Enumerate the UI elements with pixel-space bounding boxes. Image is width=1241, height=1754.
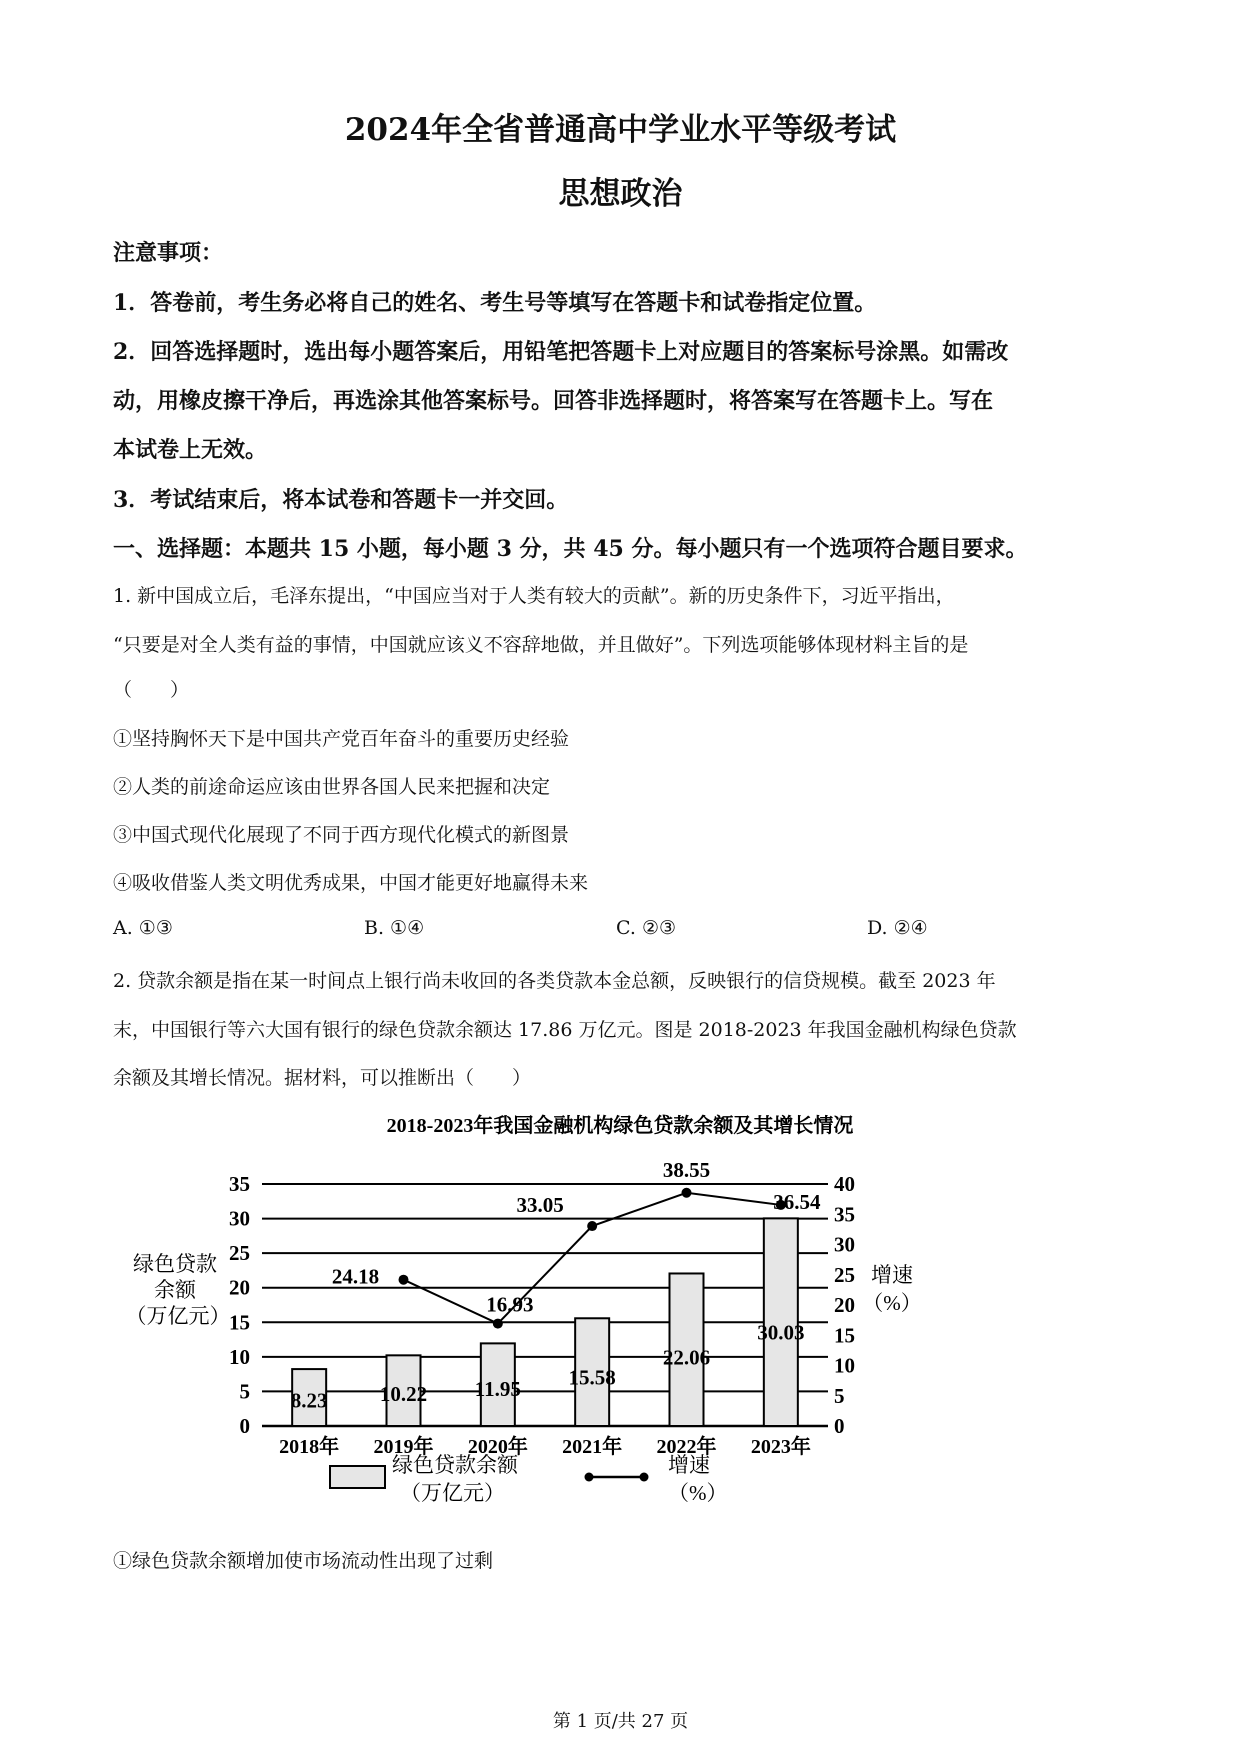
q2-stem-line2: 末，中国银行等六大国有银行的绿色贷款余额达 17.86 万亿元。图是 2018-2023 年我国金融机构绿色贷款	[113, 1019, 1017, 1041]
y-right-tick-label: 15	[834, 1323, 855, 1348]
y-axis-right-label-line1: 增速	[871, 1263, 913, 1287]
q1-stem-line2: “只要是对全人类有益的事情，中国就应该义不容辞地做，并且做好”。下列选项能够体现材料主旨的是	[113, 634, 969, 656]
y-left-tick-label: 25	[229, 1241, 250, 1266]
green-loan-chart	[0, 1100, 1241, 1520]
bar-value-label: 11.95	[474, 1376, 521, 1401]
q1-statement-2: ②人类的前途命运应该由世界各国人民来把握和决定	[113, 776, 551, 798]
x-tick-label: 2021年	[562, 1436, 623, 1458]
notice-item-3: 3．考试结束后，将本试卷和答题卡一并交回。	[113, 487, 569, 513]
y-left-tick-label: 10	[229, 1344, 250, 1369]
x-tick-label: 2022年	[656, 1436, 717, 1458]
q2-statement-1: ①绿色贷款余额增加使市场流动性出现了过剩	[113, 1550, 494, 1572]
y-left-tick-label: 35	[229, 1172, 250, 1196]
bar-value-label: 10.22	[379, 1382, 428, 1407]
legend-line-label-line2: （%）	[668, 1481, 728, 1505]
y-axis-left-label-line1: 绿色贷款	[133, 1252, 217, 1276]
q2-stem-line1: 2. 贷款余额是指在某一时间点上银行尚未收回的各类贷款本金总额，反映银行的信贷规模。截至 2023 年	[113, 970, 996, 992]
notice-heading: 注意事项：	[113, 240, 224, 266]
y-left-tick-label: 0	[239, 1414, 250, 1438]
q2-stem-line3: 余额及其增长情况。据材料，可以推断出（ ）	[113, 1067, 532, 1089]
y-left-tick-label: 5	[239, 1379, 250, 1404]
y-right-tick-label: 25	[834, 1262, 855, 1287]
bar-value-label: 8.23	[290, 1388, 328, 1413]
y-right-tick-label: 35	[834, 1202, 855, 1227]
growth-rate-line	[404, 1193, 781, 1324]
growth-rate-point	[682, 1188, 692, 1198]
growth-rate-label: 38.55	[662, 1157, 711, 1182]
q1-option-c: C. ②③	[616, 917, 677, 939]
x-tick-label: 2020年	[467, 1436, 528, 1458]
y-axis-left-label-line2: 余额	[154, 1278, 196, 1302]
y-right-tick-label: 30	[834, 1232, 855, 1257]
q1-option-d: D. ②④	[867, 917, 928, 939]
legend-line-label-line1: 增速	[668, 1453, 710, 1477]
growth-rate-label: 33.05	[516, 1193, 564, 1218]
bar-value-label: 22.06	[662, 1345, 711, 1370]
growth-rate-point	[493, 1319, 503, 1329]
growth-rate-point	[587, 1221, 597, 1231]
y-right-tick-label: 10	[834, 1353, 855, 1378]
growth-rate-label: 24.18	[331, 1264, 380, 1289]
growth-rate-label: 36.54	[773, 1189, 821, 1214]
y-right-tick-label: 20	[834, 1293, 855, 1317]
q1-stem-line1: 1. 新中国成立后，毛泽东提出，“中国应当对于人类有较大的贡献”。新的历史条件下，习近平指出，	[113, 585, 955, 607]
y-axis-left-label-line3: （万亿元）	[125, 1304, 231, 1328]
growth-rate-label: 16.93	[486, 1292, 534, 1317]
legend-line-marker-left	[585, 1473, 594, 1482]
growth-rate-point	[399, 1275, 409, 1285]
y-left-tick-label: 30	[229, 1206, 250, 1231]
y-left-tick-label: 20	[229, 1275, 250, 1300]
y-axis-right-label-line2: （%）	[862, 1291, 922, 1315]
notice-item-2-line1: 2．回答选择题时，选出每小题答案后，用铅笔把答题卡上对应题目的答案标号涂黑。如需改	[113, 339, 1009, 365]
exam-title: 2024年全省普通高中学业水平等级考试	[344, 112, 897, 148]
q1-option-b: B. ①④	[364, 917, 425, 939]
bar-value-label: 15.58	[568, 1365, 616, 1390]
x-tick-label: 2018年	[279, 1436, 340, 1458]
subject-title: 思想政治	[558, 176, 683, 212]
bar-value-label: 30.03	[757, 1320, 805, 1345]
legend-bar-label-line1: 绿色贷款余额	[392, 1453, 518, 1477]
q1-statement-3: ③中国式现代化展现了不同于西方现代化模式的新图景	[113, 824, 570, 846]
legend-bar-swatch	[330, 1466, 385, 1488]
x-tick-label: 2019年	[373, 1436, 434, 1458]
notice-item-2-line3: 本试卷上无效。	[113, 437, 268, 463]
notice-item-2-line2: 动，用橡皮擦干净后，再选涂其他答案标号。回答非选择题时，将答案写在答题卡上。写在	[113, 388, 994, 414]
x-tick-label: 2023年	[750, 1436, 811, 1458]
y-left-tick-label: 15	[229, 1310, 250, 1335]
q1-option-a: A. ①③	[113, 917, 173, 939]
page-footer: 第 1 页/共 27 页	[552, 1711, 689, 1732]
legend-line-marker-right	[640, 1473, 649, 1482]
y-right-tick-label: 5	[834, 1383, 845, 1408]
y-right-tick-label: 40	[834, 1172, 855, 1196]
q1-statement-1: ①坚持胸怀天下是中国共产党百年奋斗的重要历史经验	[113, 728, 570, 750]
notice-item-1: 1．答卷前，考生务必将自己的姓名、考生号等填写在答题卡和试卷指定位置。	[113, 290, 877, 316]
q1-statement-4: ④吸收借鉴人类文明优秀成果，中国才能更好地赢得未来	[113, 872, 589, 894]
chart-title: 2018-2023年我国金融机构绿色贷款余额及其增长情况	[386, 1115, 854, 1137]
q1-stem-line3: （ ）	[113, 679, 190, 701]
section-heading: 一、选择题：本题共 15 小题，每小题 3 分，共 45 分。每小题只有一个选项符合题目要求。	[113, 536, 1028, 562]
y-right-tick-label: 0	[834, 1414, 845, 1438]
legend-bar-label-line2: （万亿元）	[400, 1481, 505, 1505]
